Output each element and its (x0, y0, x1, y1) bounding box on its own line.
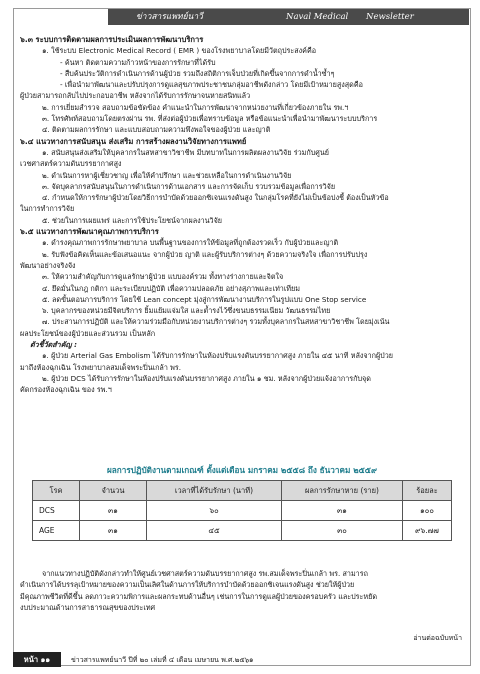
results-table (32, 480, 452, 541)
journal-title-en-2: Newsletter (366, 12, 414, 22)
table-cell: AGE (33, 521, 80, 541)
table-cell: ๖๐ (147, 501, 282, 521)
page-footer (13, 650, 469, 670)
text-line: ผู้ป่วยสามารถกลับไปประกอบอาชีพ หลังจากได้รับการรักษาจนหายสนิทแล้ว (20, 91, 251, 101)
table-cell: ๔๕ (147, 521, 282, 541)
text-line: ๖.๕ แนวทางการพัฒนาคุณภาพการบริการ (20, 227, 159, 237)
journal-title-th: ข่าวสารแพทย์นาวี (136, 12, 203, 22)
text-line: พัฒนาอย่างจริงจัง (20, 260, 76, 270)
text-line: ๑. สนับสนุนส่งเสริมให้บุคลากรในสหสาขาวิชาชีพ มีบทบาทในการผลิตผลงานวิจัย ร่วมกับศูนย์ (42, 147, 329, 157)
text-line: ผลประโยชน์ของผู้ป่วยและส่วนรวม เป็นหลัก (20, 328, 156, 338)
footer-issue-text: ข่าวสารแพทย์นาวี ปีที่ ๒๐ เล่มที่ ๔ เดือน เมษายน พ.ศ.๒๕๖๑ (71, 656, 254, 664)
table-cell: ๑๐๐ (403, 501, 452, 521)
text-line: ๓. จัดบุคลากรสนับสนุนในการดำเนินการด้านเอกสาร และการจัดเก็บ รวบรวมข้อมูลเพื่อการวิจัย (42, 181, 336, 191)
text-line: เวชศาสตร์ความดันบรรยากาศสูง (20, 159, 122, 169)
text-line: ๑. ใช้ระบบ Electronic Medical Record ( EMR ) ของโรงพยาบาลโดยมีวัตถุประสงค์คือ (42, 46, 317, 56)
text-line: ๓. โทรศัพท์สอบถามโดยตรงผ่าน รพ. ที่ส่งต่อผู้ป่วยเพื่อทราบข้อมูล หรือข้อแนะนำเพื่อนำมาพัฒนาระบบบริการ (42, 114, 378, 124)
text-line: ๕. ลดขั้นตอนการบริการ โดยใช้ Lean concept มุ่งสู่การพัฒนางานบริการในรูปแบบ One Stop service (42, 294, 367, 304)
text-line: จากแนวทางปฏิบัติดังกล่าวทำให้ศูนย์เวชศาสตร์ความดันบรรยากาศสูง รพ.สมเด็จพระปิ่นเกล้า พร. สามารถ (42, 569, 368, 578)
article-body (20, 34, 460, 396)
text-line: ๖. บุคลากรของหน่วยมีจิตบริการ ยิ้มแย้มแจ่มใส และต้ำรงไว้ซึ่งขนบธรรมเนียม วัฒนธรรมไทย (42, 306, 331, 316)
results-table-block (32, 464, 452, 541)
text-line: ๒. การเยี่ยมสำรวจ สอบถามข้อขัดข้อง คำแนะนำในการพัฒนาจากหน่วยงานที่เกี่ยวข้องภายใน รพ.ฯ (42, 102, 349, 112)
table-row (33, 501, 452, 521)
text-line: ๖.๔ แนวทางการสนับสนุน ส่งเสริม การสร้างผลงานวิจัยทางการแพทย์ (20, 136, 247, 146)
col-header-disease: โรค (33, 481, 80, 501)
text-line: - เพื่อนำมาพัฒนาและปรับปรุงการดูแลสุขภาพประชาชนกลุ่มอาชีพดังกล่าว โดยมีเป้าหมายสูงสุดคือ (60, 80, 363, 90)
text-line: งบประมาณด้านการสาธารณสุขของประเทศ (20, 602, 156, 612)
text-line: ๑. ผู้ป่วย Arterial Gas Embolism ได้รับการรักษาในห้องปรับแรงดันบรรยากาศสูง ภายใน ๔๕ นาที หลังจากผู้ป่วย (42, 351, 393, 361)
text-line: ๓. ให้ความสำคัญกับการดูแลรักษาผู้ป่วย แบบองค์รวม ทั้งทางร่างกายและจิตใจ (42, 272, 284, 282)
col-header-count: จำนวน (80, 481, 147, 501)
table-cell: ๓๑ (80, 501, 147, 521)
table-title: ผลการปฏิบัติงานตามเกณฑ์ ตั้งแต่เดือน มกราคม ๒๕๕๘ ถึง ธันวาคม ๒๕๕๙ (106, 465, 377, 475)
text-line: ๒. ดำเนินการหาผู้เชี่ยวชาญ เพื่อให้คำปรึกษา และช่วยเหลือในการดำเนินงานวิจัย (42, 170, 292, 180)
col-header-cured: ผลการรักษาหาย (ราย) (282, 481, 403, 501)
text-line: ๗. ประสานการปฏิบัติ และให้ความร่วมมือกับหน่วยงานบริการต่างๆ รวมทั้งบุคลากรในสหสาขาวิชาชีพ โดยมุ่งเน้น (42, 317, 390, 327)
conclusion-paragraph (20, 568, 460, 613)
text-line: มีคุณภาพชีวิตที่ดีขึ้น ลดภาวะความพิการและผลกระทบด้านอื่นๆ เช่นการในการดูแลผู้ป่วยของครอบครัว และประหยัด (20, 591, 378, 601)
journal-header (108, 9, 469, 25)
text-line: ดำเนินการได้บรรลุเป้าหมายของความเป็นเลิศในด้านการให้บริการบำบัดด้วยออกซิเจนแรงดันสูง ช่วยให้ผู้ป่วย (20, 580, 355, 590)
table-cell: ๓๑ (80, 521, 147, 541)
text-line: ๔. กำหนดให้การรักษาผู้ป่วยโดยวิธีการบำบัดด้วยออกซิเจนแรงดันสูง ในกลุ่มโรคที่ยังไม่เป็นข้อบ่งชี้ ต้องเป็นหัวข้อ (42, 193, 389, 203)
table-cell: ๓๐ (282, 521, 403, 541)
text-line: ๕. ช่วยในการเผยแพร่ และการใช้ประโยชน์จากผลงานวิจัย (42, 215, 223, 225)
text-line: ๒. ผู้ป่วย DCS ได้รับการรักษาในห้องปรับแรงดันบรรยากาศสูง ภายใน ๑ ชม. หลังจากผู้ป่วยแจ้งอาการกับจุด (42, 373, 371, 383)
table-cell: DCS (33, 501, 80, 521)
table-row (33, 521, 452, 541)
text-line: ๖.๓ ระบบการติดตามผลการประเมินผลการพัฒนาบริการ (20, 35, 204, 44)
text-line: ๔. ยึดมั่นในกฎ กติกา และระเบียบปฏิบัติ เพื่อความปลอดภัย อย่างสุภาพและเท่าเทียม (42, 283, 300, 293)
text-line: มาถึงห้องฉุกเฉิน โรงพยาบาลสมเด็จพระปิ่นเกล้า พร. (20, 362, 182, 372)
col-header-percent: ร้อยละ (403, 481, 452, 501)
text-line: - ค้นหา ติดตามความก้าวหน้าของการรักษาที่ได้รับ (60, 57, 216, 67)
continued-note: อ่านต่อฉบับหน้า (413, 634, 462, 642)
table-cell: ๓๑ (282, 501, 403, 521)
col-header-time: เวลาที่ได้รับรักษา (นาที) (147, 481, 282, 501)
table-cell: ๙๖.๗๗ (403, 521, 452, 541)
page-number: หน้า ๑๑ (13, 652, 61, 667)
text-line: ๑. ดำรงคุณภาพการรักษาพยาบาล บนพื้นฐานของการให้ข้อมูลที่ถูกต้องรวดเร็ว กับผู้ป่วยและญาติ (42, 238, 339, 248)
text-line: ตัวชี้วัดสำคัญ : (30, 340, 78, 350)
text-line: ๒. รับฟังข้อคิดเห็นและข้อเสนอแนะ จากผู้ป่วย ญาติ และผู้รับบริการต่างๆ ด้วยความจริงใจ เพื่อการปรับปรุง (42, 249, 368, 259)
text-line: ๔. ติดตามผลการรักษา และแบบสอบถามความพึงพอใจของผู้ป่วย และญาติ (42, 125, 271, 135)
text-line: - สืบค้นประวัติการดำเนินการด้านผู้ป่วย รวมถึงสถิติการเจ็บป่วยที่เกิดขึ้นจากการดำน้ำซ้ำๆ (60, 68, 335, 78)
journal-title-en-1: Naval Medical (286, 12, 349, 22)
text-line: ในการทำการวิจัย (20, 204, 75, 214)
text-line: คัดกรองห้องฉุกเฉิน ของ รพ.ฯ (20, 385, 112, 395)
